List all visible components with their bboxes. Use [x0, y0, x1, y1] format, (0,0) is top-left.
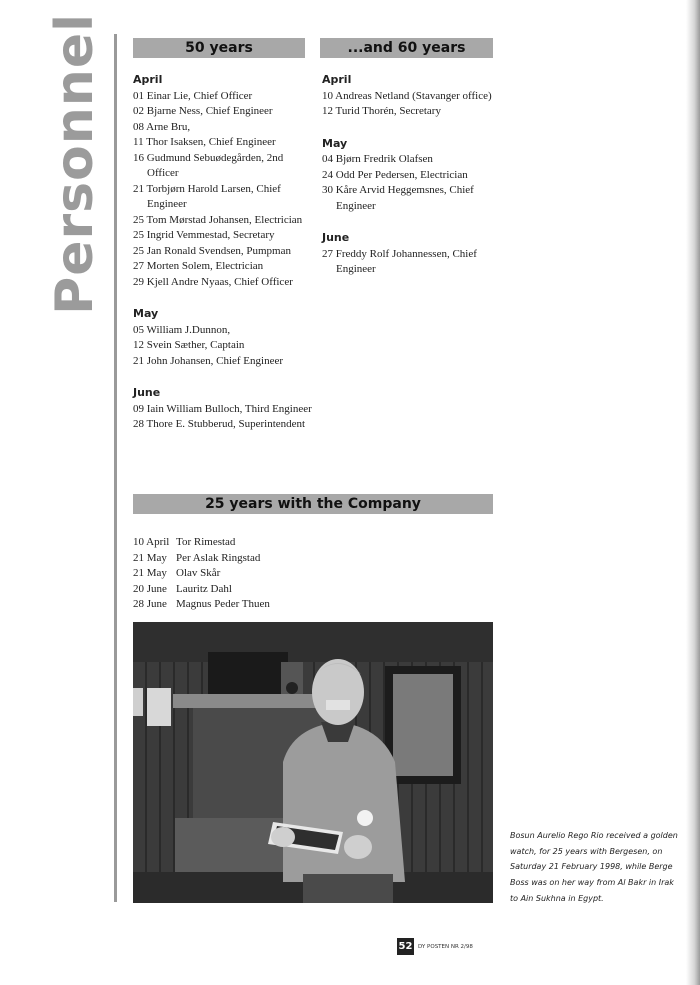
list-item: 21 John Johansen, Chief Engineer: [133, 354, 283, 367]
list-item: 10 Andreas Netland (Stavanger office): [322, 89, 492, 102]
fifty_years-month-block: [133, 72, 315, 290]
anniversary-name: Tor Rimestad: [176, 536, 236, 548]
anniversary-name: Lauritz Dahl: [176, 582, 232, 595]
list-item: 11 Thor Isaksen, Chief Engineer: [133, 136, 276, 148]
photo-illustration: [133, 622, 493, 903]
list-item: 02 Bjarne Ness, Chief Engineer: [133, 105, 273, 117]
month-heading: June: [133, 386, 161, 399]
anniversary-name: Per Aslak Ringstad: [176, 551, 261, 564]
sixty-years-heading: ...and 60 years: [320, 38, 493, 58]
side-title-text: Personnel: [45, 13, 105, 315]
photo-caption: Bosun Aurelio Rego Rio received a golden watch, for 25 years with Bergesen, on Saturday 21 February 1998, while Berge Boss was on her way from Al Bakr in Irak to Ain Sukhna in Egypt.: [510, 831, 678, 903]
list-item: 12 Svein Sæther, Captain: [133, 339, 245, 351]
list-item: 01 Einar Lie, Chief Officer: [133, 89, 253, 102]
twentyfive-years-list: [133, 535, 270, 613]
sixty_years-month-block: [322, 72, 494, 120]
list-item: 04 Bjørn Fredrik Olafsen: [322, 153, 433, 165]
list-item: 16 Gudmund Sebuødegården, 2nd Officer: [133, 151, 284, 179]
anniversary-name: Magnus Peder Thuen: [176, 598, 270, 610]
list-item: 25 Ingrid Vemmestad, Secretary: [133, 229, 275, 241]
award-photo: [133, 622, 493, 903]
month-heading: June: [322, 231, 350, 244]
anniversary-date: 21 May: [133, 567, 167, 579]
vertical-divider: [114, 34, 117, 902]
anniversary-name: Olav Skår: [176, 567, 221, 579]
twentyfive-years-heading: 25 years with the Company: [133, 494, 493, 514]
list-item: 21 Torbjørn Harold Larsen, Chief Engineer: [133, 182, 281, 210]
month-heading: April: [322, 73, 352, 86]
page-edge-shadow: [686, 0, 700, 985]
sixty_years-month-block: [322, 230, 494, 278]
list-item: 29 Kjell Andre Nyaas, Chief Officer: [133, 275, 293, 288]
anniversary-date: 20 June: [133, 582, 167, 595]
list-item: [133, 535, 270, 551]
month-heading: May: [133, 307, 159, 320]
anniversary-date: 10 April: [133, 536, 170, 548]
list-item: 09 Iain William Bulloch, Third Engineer: [133, 402, 312, 415]
sixty_years-month-block: [322, 136, 494, 215]
list-item: 25 Tom Mørstad Johansen, Electrician: [133, 213, 303, 226]
list-item: [133, 551, 270, 567]
list-item: 28 Thore E. Stubberud, Superintendent: [133, 418, 306, 430]
list-item: 27 Freddy Rolf Johannessen, Chief Engineer: [322, 247, 477, 275]
list-item: 30 Kåre Arvid Heggemsnes, Chief Engineer: [322, 184, 474, 212]
list-item: [133, 597, 270, 613]
sixty-years-list: [322, 72, 494, 294]
list-item: 12 Turid Thorén, Secretary: [322, 105, 441, 117]
month-heading: May: [322, 136, 348, 150]
anniversary-date: 28 June: [133, 598, 167, 610]
page-number: 52: [397, 938, 414, 955]
fifty-years-list: [133, 72, 315, 449]
fifty-years-heading: 50 years: [133, 38, 305, 58]
list-item: 25 Jan Ronald Svendsen, Pumpman: [133, 244, 291, 257]
page-footer: [397, 938, 473, 955]
list-item: 08 Arne Bru,: [133, 120, 191, 133]
list-item: [133, 582, 270, 598]
list-item: 24 Odd Per Pedersen, Electrician: [322, 168, 468, 181]
section-side-title: [45, 13, 105, 315]
fifty_years-month-block: [133, 306, 315, 369]
list-item: 05 William J.Dunnon,: [133, 323, 231, 336]
anniversary-date: 21 May: [133, 551, 167, 564]
publication-name: DY POSTEN NR 2/98: [418, 943, 473, 950]
fifty_years-month-block: [133, 385, 315, 433]
month-heading: April: [133, 73, 163, 86]
list-item: 27 Morten Solem, Electrician: [133, 260, 264, 272]
list-item: [133, 566, 270, 582]
